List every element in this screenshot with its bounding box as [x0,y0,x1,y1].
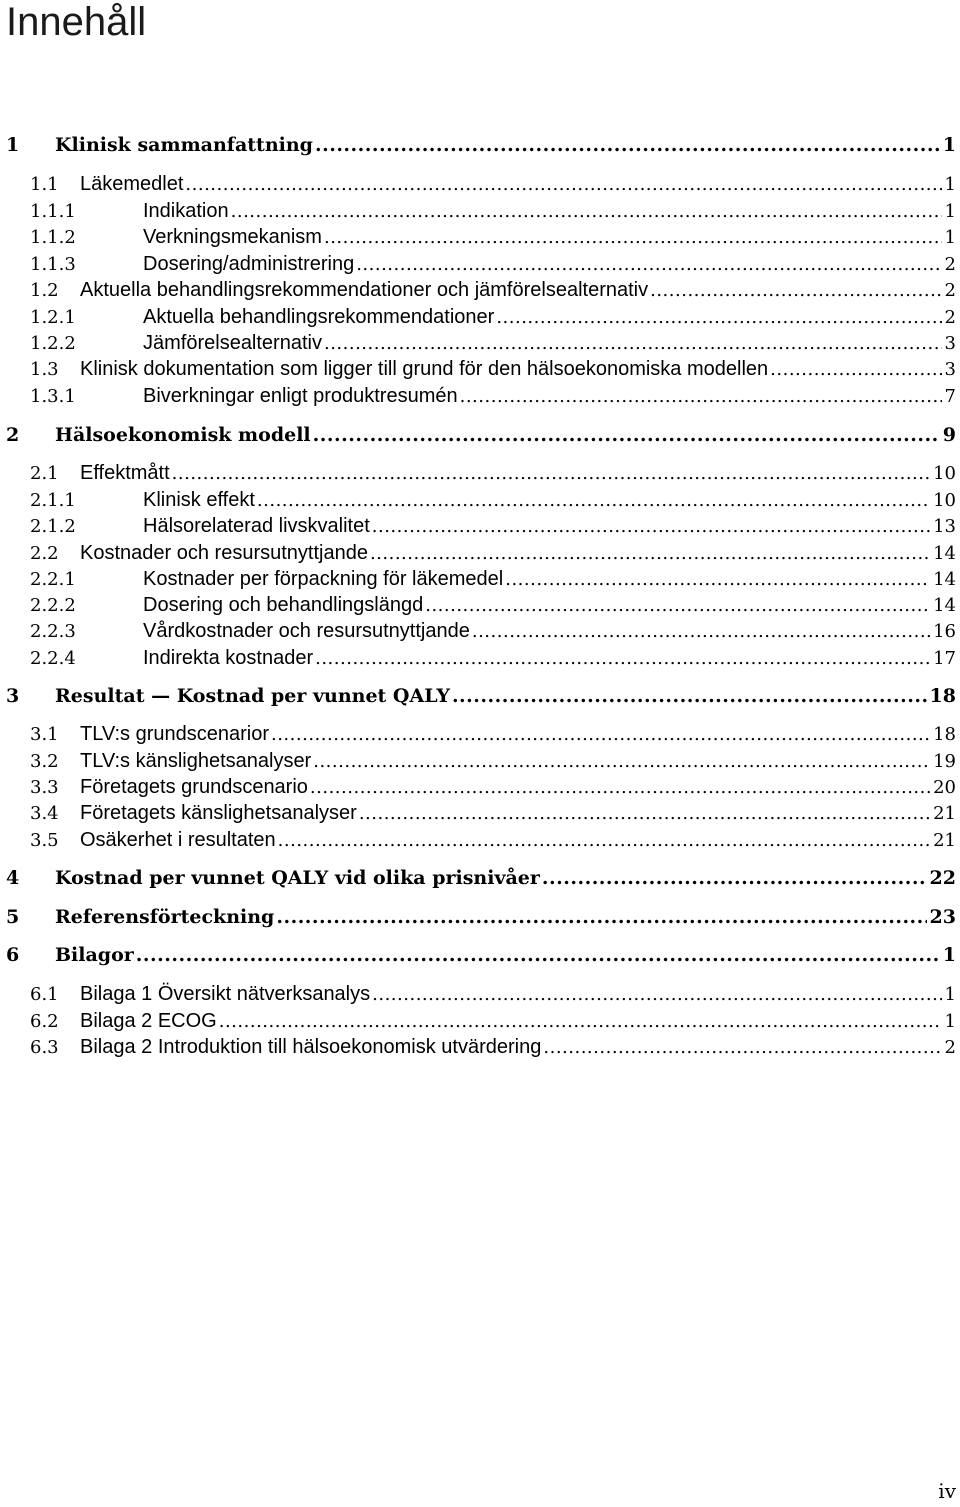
toc-entry[interactable] [0,568,956,591]
toc-entry-label: TLV:s känslighetsanalyser [80,750,312,772]
toc-dot-leader [770,359,941,380]
toc-dot-leader [460,386,942,407]
toc-entry-label: Klinisk effekt [143,489,255,511]
page-title: Innehåll [6,0,147,44]
toc-entry-page: 10 [933,490,956,511]
toc-entry-page: 2 [944,1037,956,1058]
toc-entry-page: 2 [944,280,956,301]
toc-entry-page: 13 [933,516,956,537]
toc-entry-label: Aktuella behandlingsrekommendationer och jämförelsealternativ [80,279,649,301]
toc-dot-leader [313,751,930,772]
toc-entry[interactable] [0,462,956,485]
toc-dot-leader [231,201,942,222]
toc-entry[interactable] [0,906,956,928]
toc-entry-number: 3.2 [30,751,59,772]
toc-dot-leader [276,906,926,928]
toc-entry-page: 18 [933,724,956,745]
toc-entry-label: Dosering/administrering [143,253,355,275]
toc-entry-page: 1 [944,1011,956,1032]
toc-entry-page: 1 [942,134,956,156]
toc-entry-label: Hälsoekonomisk modell [55,424,311,446]
toc-entry-label: Företagets känslighetsanalyser [80,802,357,824]
toc-entry[interactable] [0,685,956,707]
toc-entry-label: TLV:s grundscenarior [80,723,269,745]
toc-entry-label: Resultat — Kostnad per vunnet QALY [55,685,450,707]
toc-entry-page: 22 [929,867,956,889]
toc-entry[interactable] [0,253,956,276]
toc-entry[interactable] [0,620,956,643]
toc-entry-page: 1 [942,944,956,966]
toc-entry-page: 16 [933,621,956,642]
toc-entry[interactable] [0,944,956,966]
toc-dot-leader [310,777,930,798]
toc-entry[interactable] [0,776,956,799]
toc-entry-page: 3 [944,333,956,354]
toc-entry[interactable] [0,134,956,156]
toc-dot-leader [452,685,927,707]
toc-entry-number: 1.3.1 [30,386,76,407]
toc-entry-label: Aktuella behandlingsrekommendationer [143,306,495,328]
toc-dot-leader [542,867,927,889]
page-number: iv [938,1479,956,1503]
toc-entry-page: 23 [929,906,956,928]
toc-entry-page: 1 [944,174,956,195]
toc-entry-page: 20 [933,777,956,798]
toc-entry-page: 3 [944,359,956,380]
toc-entry[interactable] [0,173,956,196]
toc-entry-number: 3.3 [30,777,59,798]
toc-entry-number: 2 [6,424,20,446]
toc-entry-label: Kostnader per förpackning för läkemedel [143,568,504,590]
toc-entry[interactable] [0,723,956,746]
toc-entry-number: 1.2.1 [30,307,76,328]
toc-entry-page: 14 [933,595,956,616]
toc-entry[interactable] [0,332,956,355]
toc-entry-number: 2.2 [30,543,59,564]
toc-entry-number: 3.1 [30,724,59,745]
toc-dot-leader [315,648,930,669]
toc-dot-leader [496,307,941,328]
toc-entry[interactable] [0,1010,956,1033]
toc-entry-label: Kostnader och resursutnyttjande [80,542,368,564]
toc-entry[interactable] [0,829,956,852]
toc-entry-number: 1 [6,134,20,156]
toc-entry-number: 5 [6,906,20,928]
toc-entry-page: 9 [942,424,956,446]
toc-dot-leader [370,543,930,564]
toc-entry-label: Företagets grundscenario [80,776,308,798]
toc-dot-leader [372,516,930,537]
toc-entry-number: 1.2.2 [30,333,76,354]
toc-entry-number: 6 [6,944,20,966]
toc-dot-leader [650,280,941,301]
toc-entry-page: 1 [944,984,956,1005]
toc-entry-label: Kostnad per vunnet QALY vid olika prisnivåer [55,867,540,889]
toc-entry[interactable] [0,385,956,408]
toc-entry-number: 3.5 [30,830,59,851]
toc-entry-label: Indikation [143,200,229,222]
toc-entry-label: Bilaga 2 Introduktion till hälsoekonomisk utvärdering [80,1036,542,1058]
toc-dot-leader [315,134,940,156]
toc-entry-label: Jämförelsealternativ [143,332,322,354]
toc-entry-number: 1.1.3 [30,254,76,275]
toc-dot-leader [313,424,940,446]
toc-entry-label: Bilaga 2 ECOG [80,1010,217,1032]
toc-entry-number: 3.4 [30,803,59,824]
toc-entry-page: 2 [944,307,956,328]
toc-dot-leader [505,569,930,590]
toc-dot-leader [185,174,941,195]
toc-entry-label: Klinisk dokumentation som ligger till grund för den hälsoekonomiska modellen [80,358,769,380]
toc-entry-label: Referensförteckning [55,906,275,928]
toc-entry-label: Bilagor [55,944,134,966]
toc-dot-leader [372,984,941,1005]
toc-entry-page: 10 [933,463,956,484]
toc-entry-page: 21 [933,803,956,824]
toc-entry-number: 3 [6,685,20,707]
toc-dot-leader [271,724,930,745]
toc-entry-label: Klinisk sammanfattning [55,134,313,156]
toc-entry[interactable] [0,489,956,512]
toc-entry-label: Effektmått [80,462,170,484]
toc-entry[interactable] [0,515,956,538]
toc-entry[interactable] [0,424,956,446]
toc-entry-page: 2 [944,254,956,275]
toc-dot-leader [257,490,930,511]
toc-entry-number: 2.1.1 [30,490,76,511]
toc-entry-page: 7 [944,386,956,407]
toc-entry-number: 4 [6,867,20,889]
toc-entry-page: 14 [933,569,956,590]
toc-dot-leader [543,1037,941,1058]
toc-dot-leader [136,944,940,966]
toc-entry-label: Dosering och behandlingslängd [143,594,424,616]
toc-entry[interactable] [0,983,956,1006]
toc-entry[interactable] [0,358,956,381]
toc-entry-label: Hälsorelaterad livskvalitet [143,515,370,537]
toc-entry[interactable] [0,750,956,773]
toc-dot-leader [356,254,941,275]
toc-entry-label: Osäkerhet i resultaten [80,829,276,851]
toc-entry-number: 2.1 [30,463,59,484]
toc-entry-number: 1.1.2 [30,227,76,248]
toc-dot-leader [359,803,930,824]
toc-entry-number: 1.3 [30,359,59,380]
toc-entry-number: 6.2 [30,1011,59,1032]
toc-entry-page: 18 [929,685,956,707]
toc-entry-page: 14 [933,543,956,564]
toc-entry[interactable] [0,1036,956,1059]
toc-dot-leader [172,463,930,484]
toc-entry-number: 6.3 [30,1037,59,1058]
toc-entry[interactable] [0,200,956,223]
toc-entry-label: Läkemedlet [80,173,184,195]
toc-entry[interactable] [0,594,956,617]
toc-entry-label: Verkningsmekanism [143,226,322,248]
toc-entry-number: 6.1 [30,984,59,1005]
toc-entry-label: Biverkningar enligt produktresumén [143,385,458,407]
toc-entry-number: 1.1.1 [30,201,76,222]
toc-entry-number: 2.2.4 [30,648,76,669]
toc-entry[interactable] [0,802,956,825]
toc-entry-number: 1.1 [30,174,59,195]
toc-entry[interactable] [0,306,956,329]
toc-entry-number: 2.2.1 [30,569,76,590]
toc-entry-number: 2.2.3 [30,621,76,642]
toc-entry-label: Vårdkostnader och resursutnyttjande [143,620,470,642]
toc-entry[interactable] [0,542,956,565]
toc-entry-label: Indirekta kostnader [143,647,314,669]
toc-entry[interactable] [0,226,956,249]
toc-entry-page: 19 [933,751,956,772]
toc-entry-page: 21 [933,830,956,851]
toc-dot-leader [324,333,942,354]
toc-entry-number: 2.2.2 [30,595,76,616]
toc-dot-leader [472,621,930,642]
toc-entry-number: 2.1.2 [30,516,76,537]
toc-dot-leader [324,227,942,248]
toc-entry-page: 17 [933,648,956,669]
toc-entry[interactable] [0,647,956,670]
toc-entry-number: 1.2 [30,280,59,301]
toc-entry-page: 1 [944,201,956,222]
toc-entry[interactable] [0,279,956,302]
toc-entry-label: Bilaga 1 Översikt nätverksanalys [80,983,371,1005]
toc-dot-leader [219,1011,942,1032]
toc-entry[interactable] [0,867,956,889]
toc-dot-leader [425,595,930,616]
toc-entry-page: 1 [944,227,956,248]
toc-dot-leader [278,830,930,851]
